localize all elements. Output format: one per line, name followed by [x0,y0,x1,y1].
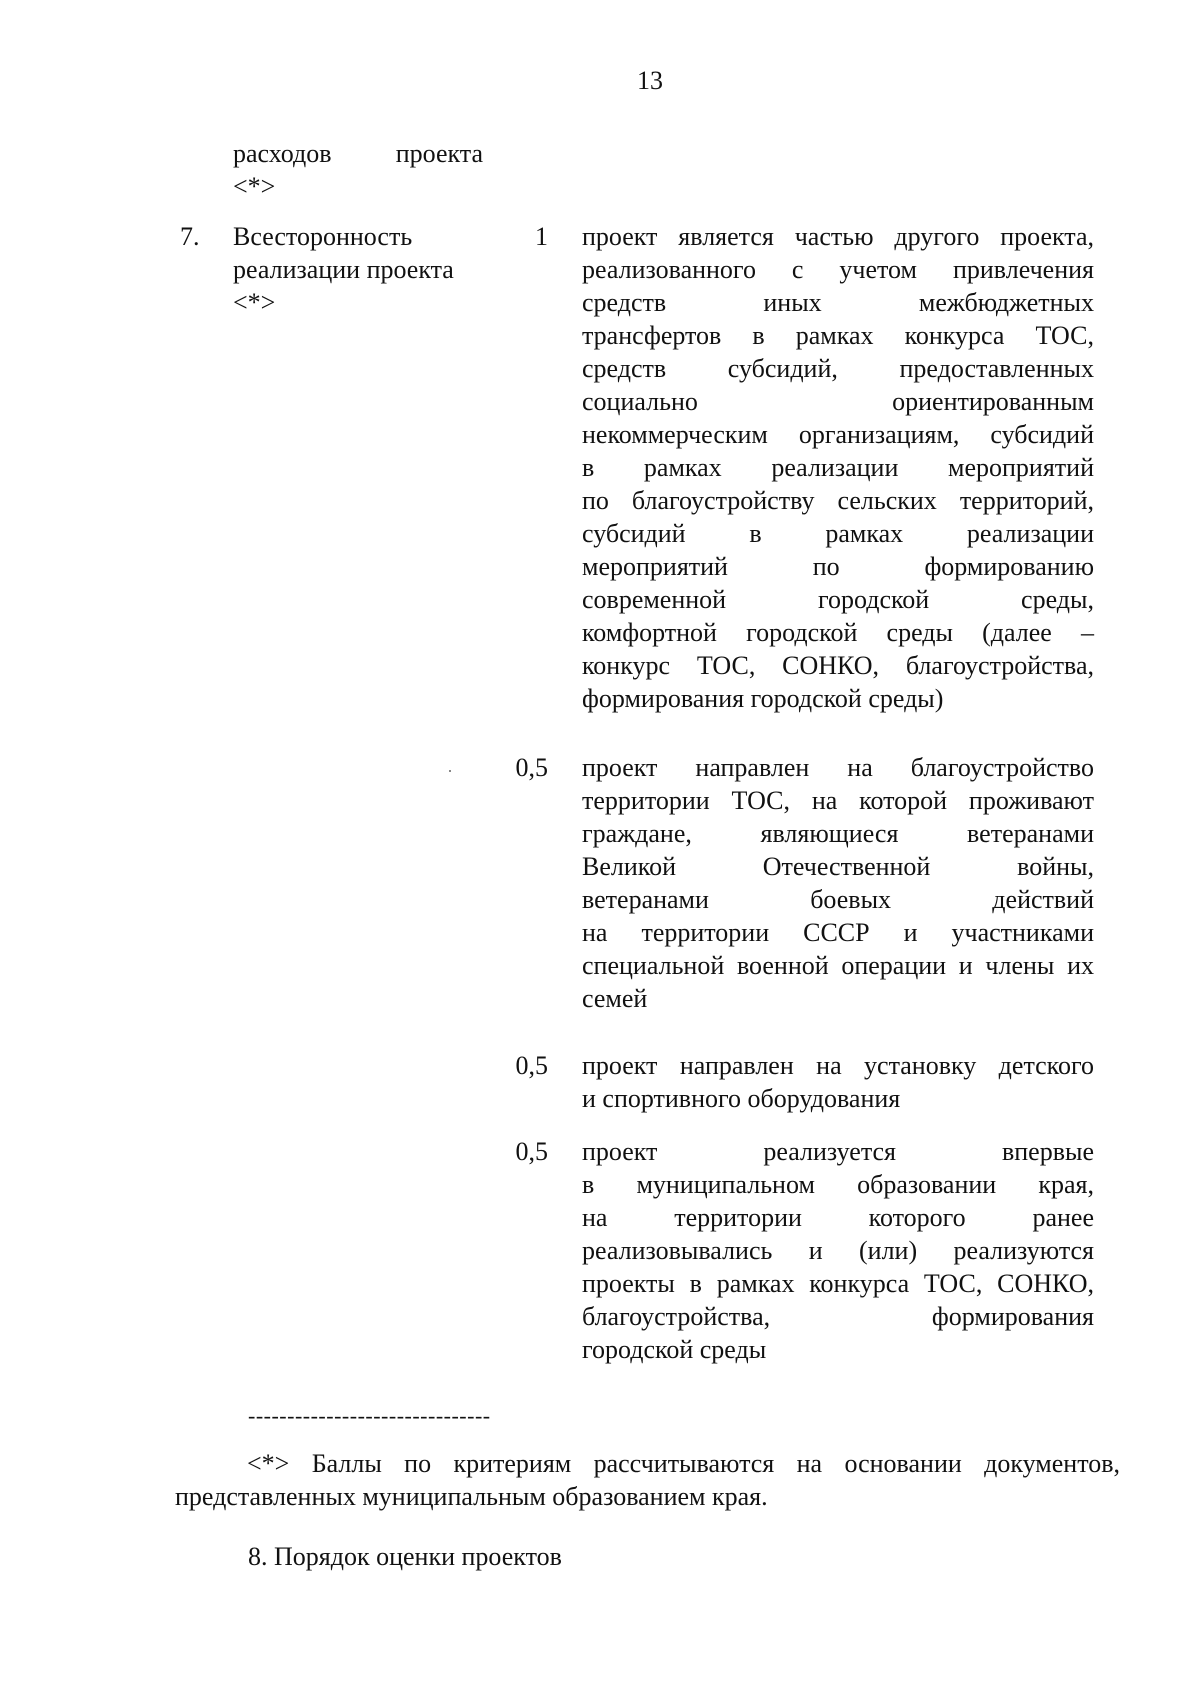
prev-criterion-word: расходов [233,139,332,168]
description-cell [582,751,1094,1015]
description-line: проекты в рамках конкурса ТОС, СОНКО, [582,1269,1094,1298]
description-line: проект направлен на благоустройство [582,753,1094,782]
description-line: формирования городской среды) [582,684,944,713]
description-line: средств иных межбюджетных [582,288,1094,317]
description-line: реализовывались и (или) реализуются [582,1236,1094,1265]
description-line: трансфертов в рамках конкурса ТОС, [582,321,1094,350]
description-line: социально ориентированным [582,387,1094,416]
footnote [175,1447,1120,1513]
footnote-line: <*> Баллы по критериям рассчитываются на основании документов, [247,1449,1120,1478]
footnote-divider: ------------------------------- [248,1403,491,1428]
description-line: субсидий в рамках реализации [582,519,1094,548]
description-line: Великой Отечественной войны, [582,852,1094,881]
description-line: территории ТОС, на которой проживают [582,786,1094,815]
prev-criterion-line [233,137,483,170]
score-cell: 0,5 [515,1051,548,1080]
description-line: граждане, являющиеся ветеранами [582,819,1094,848]
description-line: семей [582,984,648,1013]
description-line: проект является частью другого проекта, [582,222,1094,251]
criterion-line: Всесторонность [233,222,413,251]
description-line: комфортной городской среды (далее – [582,618,1094,647]
description-line: мероприятий по формированию [582,552,1094,581]
description-line: в муниципальном образовании края, [582,1170,1094,1199]
description-line: городской среды [582,1335,767,1364]
prev-criterion-word: проекта [395,139,483,168]
prev-criterion-mark: <*> [233,172,276,201]
description-line: благоустройства, формирования [582,1302,1094,1331]
description-line: на территории которого ранее [582,1203,1094,1232]
description-line: некоммерческим организациям, субсидий [582,420,1094,449]
description-line: проект направлен на установку детского [582,1051,1094,1080]
description-cell [582,1049,1094,1115]
description-line: современной городской среды, [582,585,1094,614]
description-line: ветеранами боевых действий [582,885,1094,914]
score-cell: 0,5 [515,1137,548,1166]
prev-criterion-cell [233,137,483,203]
description-line: реализованного с учетом привлечения [582,255,1094,284]
criterion-line: реализации проекта [233,255,454,284]
description-line: средств субсидий, предоставленных [582,354,1094,383]
criterion-mark: <*> [233,288,276,317]
scan-speck [449,770,451,772]
description-cell [582,1135,1094,1366]
description-line: проект реализуется впервые [582,1137,1094,1166]
description-line: и спортивного оборудования [582,1084,901,1113]
score-cell: 0,5 [515,753,548,782]
row-number: 7. [180,222,200,251]
footnote-line: представленных муниципальным образованием края. [175,1482,768,1511]
description-cell [582,220,1094,715]
description-line: по благоустройству сельских территорий, [582,486,1094,515]
score-cell: 1 [535,222,548,251]
section-heading: 8. Порядок оценки проектов [248,1542,562,1571]
description-line: в рамках реализации мероприятий [582,453,1094,482]
description-line: конкурс ТОС, СОНКО, благоустройства, [582,651,1094,680]
page-number: 13 [637,66,663,95]
description-line: на территории СССР и участниками [582,918,1094,947]
description-line: специальной военной операции и члены их [582,951,1094,980]
criterion-cell [233,220,483,319]
